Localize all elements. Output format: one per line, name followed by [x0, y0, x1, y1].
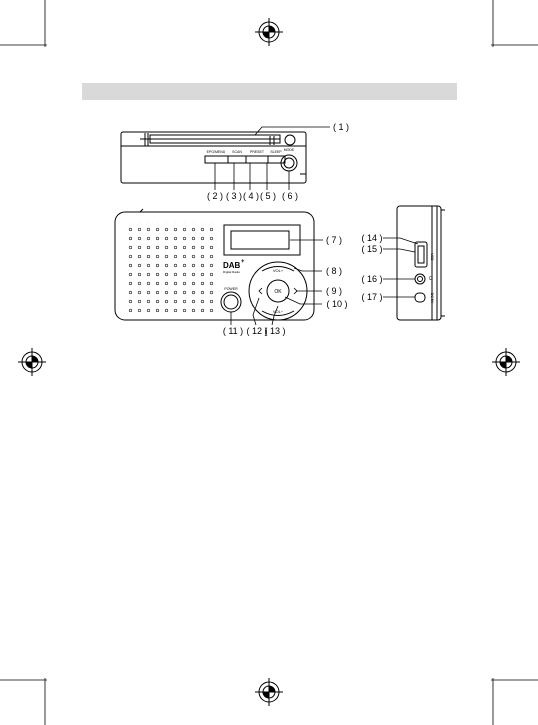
- registration-mark-right: [492, 348, 520, 376]
- dab-plus: +: [241, 259, 245, 265]
- dc-label: DC 5V: [430, 292, 434, 304]
- callout-1: ( 1 ): [332, 122, 350, 132]
- power-label: POWER: [224, 287, 238, 291]
- dab-logo: DAB: [223, 261, 241, 270]
- callout-11: ( 11 ): [222, 326, 244, 336]
- epg-menu-label: EPG/MENU: [206, 150, 226, 154]
- side-leaders: [383, 238, 418, 297]
- preset-label: PRESET: [249, 150, 265, 154]
- ok-label: OK: [274, 289, 282, 295]
- scan-label: SCAN: [232, 150, 242, 154]
- headphone-icon: Ω: [429, 276, 433, 282]
- vol-down-label: VOL−: [272, 309, 284, 314]
- callout-6: ( 6 ): [281, 191, 299, 201]
- callout-8: ( 8 ): [325, 266, 343, 276]
- callout-5: ( 5 ): [259, 191, 277, 201]
- usb-label: USB: [430, 253, 434, 261]
- vol-up-label: VOL+: [272, 268, 284, 273]
- callout-9: ( 9 ): [325, 286, 343, 296]
- mode-label: MODE: [283, 148, 295, 152]
- callout-14: ( 14 ): [361, 233, 383, 243]
- callout-7: ( 7 ): [325, 235, 343, 245]
- front-view: [115, 209, 314, 320]
- callout-10: ( 10 ): [326, 299, 348, 309]
- registration-mark-left: [18, 348, 46, 376]
- callout-2: ( 2 ): [206, 191, 224, 201]
- callouts: [207, 122, 383, 336]
- sleep-label: SLEEP: [270, 150, 282, 154]
- callout-3: ( 3 ): [225, 191, 243, 201]
- registration-mark-top: [255, 18, 283, 46]
- dab-sub: Digital Radio: [223, 270, 241, 274]
- top-view: [121, 132, 306, 183]
- registration-mark-bottom: [255, 678, 283, 706]
- callout-16: ( 16 ): [361, 274, 383, 284]
- callout-17: ( 17 ): [361, 292, 383, 302]
- callout-13: ( 13 ): [264, 326, 286, 336]
- callout-4: ( 4 ): [242, 191, 260, 201]
- callout-15: ( 15 ): [361, 244, 383, 254]
- callout-12: ( 12 ): [246, 326, 268, 336]
- side-view: [397, 206, 445, 320]
